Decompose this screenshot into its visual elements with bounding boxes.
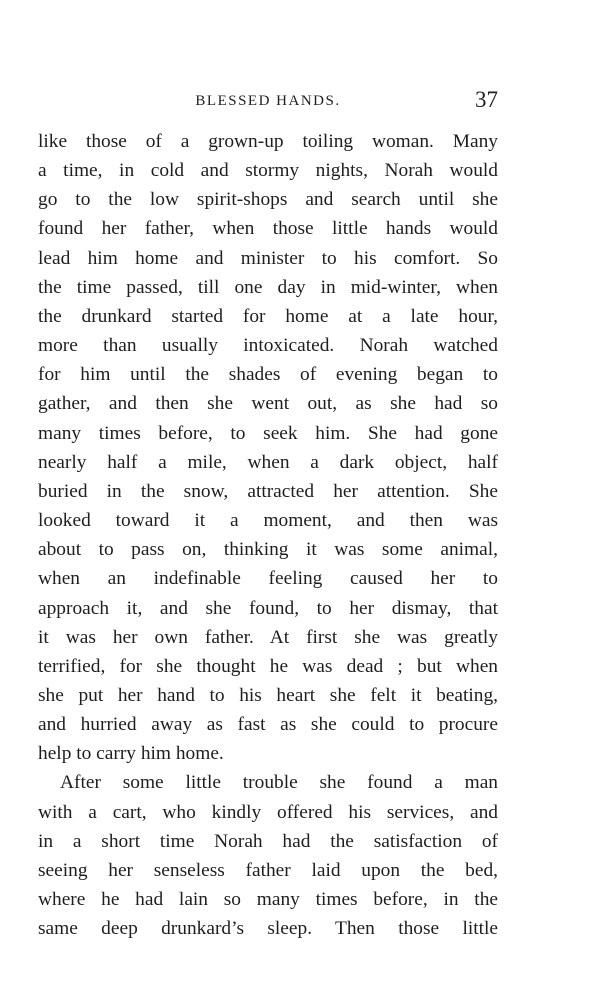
text-line: with a cart, who kindly offered his services, and [38,801,498,823]
text-line: terrified, for she thought he was dead ; but when [38,655,498,677]
text-line: lead him home and minister to his comfort. So [38,247,498,269]
text-line: same deep drunkard’s sleep. Then those little [38,918,498,940]
text-line: help to carry him home. [38,743,224,765]
text-line: looked toward it a moment, and then was [38,510,498,532]
text-line: nearly half a mile, when a dark object, half [38,451,498,473]
text-line: when an indefinable feeling caused her to [38,568,498,590]
text-line: in a short time Norah had the satisfaction of [38,830,498,852]
text-line: buried in the snow, attracted her attention. She [38,480,498,502]
running-head [38,87,498,114]
text-line: many times before, to seek him. She had gone [38,422,498,444]
text-line: about to pass on, thinking it was some animal, [38,539,498,561]
running-title: BLESSED HANDS. [195,93,341,109]
text-line: like those of a grown-up toiling woman. Many [38,131,498,152]
text-line: gather, and then she went out, as she had so [38,393,498,415]
text-line: for him until the shades of evening began to [38,364,498,386]
text-line: the drunkard started for home at a late hour, [38,305,498,327]
text-line: and hurried away as fast as she could to procure [38,714,498,736]
text-line: the time passed, till one day in mid-winter, when [38,276,498,298]
paragraph-2 [38,768,498,943]
text-line: where he had lain so many times before, in the [38,889,498,911]
text-line: it was her own father. At first she was greatly [38,626,498,648]
text-line: After some little trouble she found a man [60,772,498,794]
text-line: seeing her senseless father laid upon the bed, [38,859,498,881]
text-line: a time, in cold and stormy nights, Norah would [38,160,498,182]
text-line: approach it, and she found, to her dismay, that [38,597,498,619]
text-line: more than usually intoxicated. Norah watched [38,335,498,357]
paragraph-1 [38,127,498,768]
page-number: 37 [475,87,498,112]
body-text [38,127,498,943]
text-line: found her father, when those little hands would [38,218,498,240]
text-line: she put her hand to his heart she felt it beating, [38,684,498,706]
text-line: go to the low spirit-shops and search until she [38,189,498,211]
